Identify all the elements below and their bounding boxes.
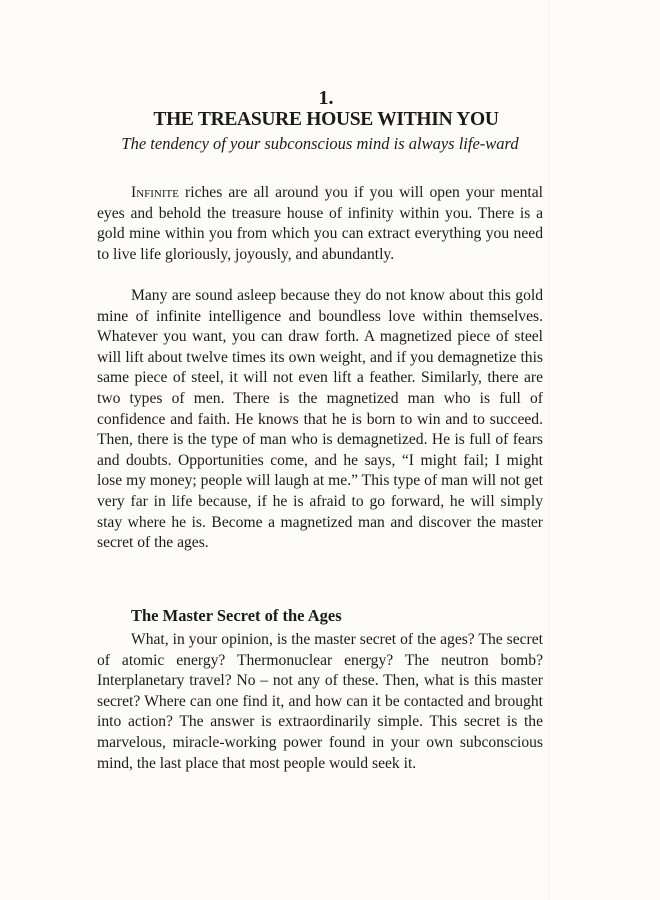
paragraph-intro (97, 183, 543, 265)
chapter-number: 1. (318, 87, 334, 109)
paragraph (97, 183, 543, 265)
paragraph-master-secret (97, 630, 543, 774)
chapter-title: THE TREASURE HOUSE WITHIN YOU (153, 109, 499, 130)
chapter-subtitle: The tendency of your subconscious mind is always life-ward (121, 134, 519, 153)
section-heading: The Master Secret of the Ages (131, 606, 342, 625)
paragraph-magnetized-man (97, 286, 543, 554)
paragraph: Many are sound asleep because they do not know about this gold mine of infinite intelligence and boundless love within themselves. Whatever you want, you can draw forth. A magnetized piece of steel will lift about twelve times its own weight, and if you demagnetize this same piece of steel, it will not even lift a feather. Similarly, there are two types of men. There is the magnetized man who is full of confidence and faith. He knows that he is born to win and to succeed. Then, there is the type of man who is demagnetized. He is full of fears and doubts. Opportunities come, and he says, “I might fail; I might lose my money; people will laugh at me.” This type of man will not get very far in life because, if he is afraid to go forward, he will simply stay where he is. Become a magnetized man and discover the master secret of the ages. (97, 287, 543, 552)
paragraph: What, in your opinion, is the master secret of the ages? The secret of atomic energy? Thermonuclear energy? The neutron bomb? Interplanetary travel? No – not any of these. Then, what is this master secret? Where can one find it, and how can it be contacted and brought into action? The answer is extraordinarily simple. This secret is the marvelous, miracle-working power found in your own subconscious mind, the last place that most people would seek it. (97, 631, 543, 772)
drop-lead-word: Infinite (131, 184, 179, 201)
paragraph-text: riches are all around you if you will open your mental eyes and behold the treasure house of infinity within you. There is a gold mine within you from which you can extract everything you need to live life gloriously, joyously, and abundantly. (97, 184, 543, 263)
